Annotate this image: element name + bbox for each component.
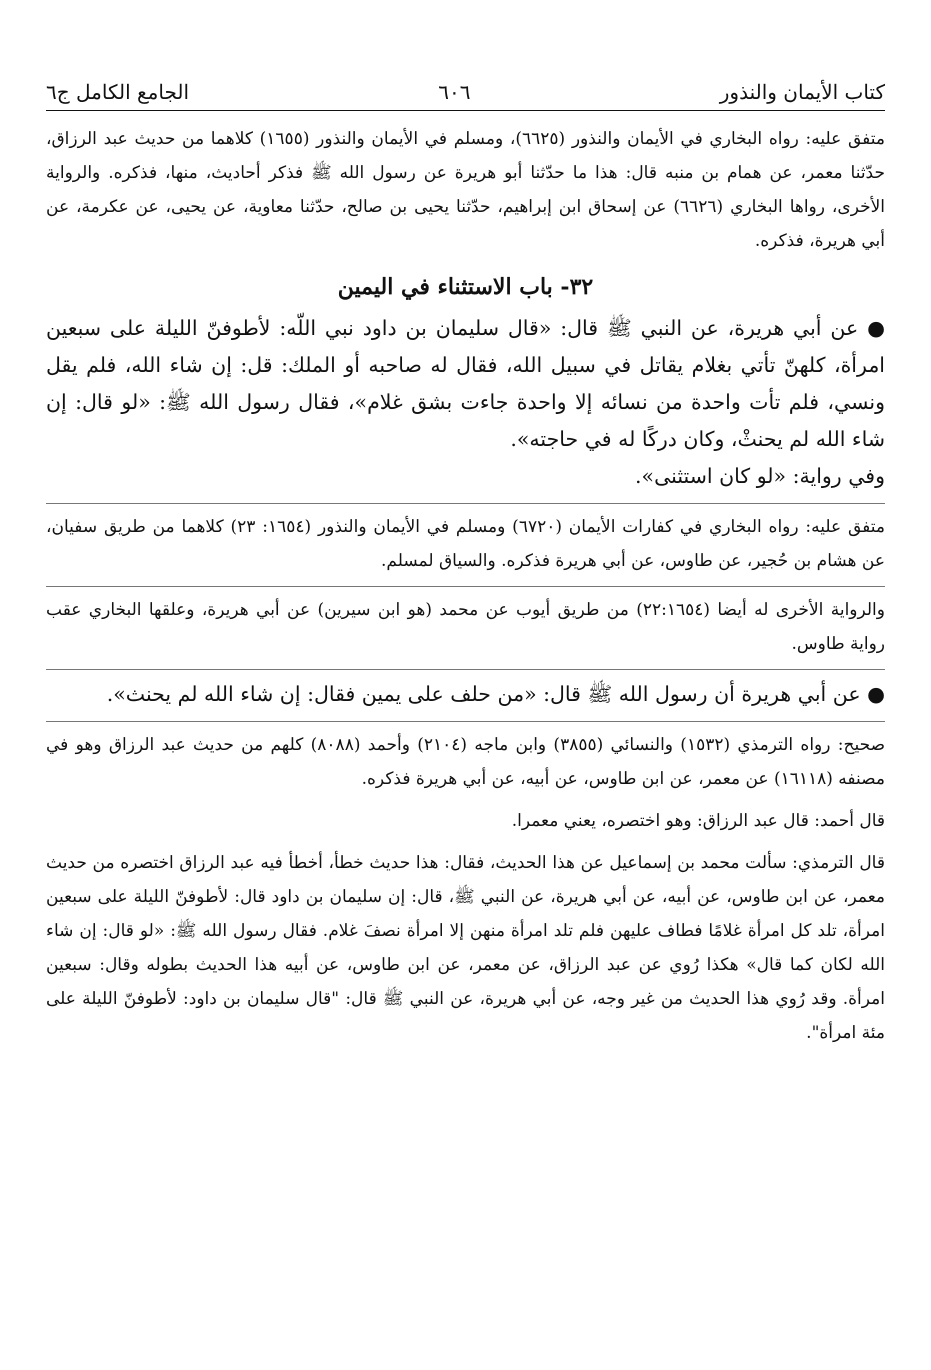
commentary-paragraph: متفق عليه: رواه البخاري في كفارات الأيمان (٦٧٢٠) ومسلم في الأيمان والنذور (١٦٥٤: ٢٣) كلاهما من طريق سفيان، عن هشام بن حُجير، عن طاوس، عن أبي هريرة فذكره. والسياق لمسلم. xyxy=(46,517,885,571)
separator-line xyxy=(46,721,885,722)
running-header xyxy=(46,62,885,111)
hadith-variant: وفي رواية: «لو كان استثنى». xyxy=(635,464,885,488)
header-volume-title: الجامع الكامل ج٦ xyxy=(46,80,190,104)
commentary-paragraph: صحيح: رواه الترمذي (١٥٣٢) والنسائي (٣٨٥٥) وابن ماجه (٢١٠٤) وأحمد (٨٠٨٨) كلهم من حديث عبد الرزاق وهو في مصنفه (١٦١١٨) عن معمر، عن ابن طاوس، عن أبيه، عن أبي هريرة فذكره. xyxy=(46,735,886,789)
commentary-paragraph: والرواية الأخرى له أيضا (٢٢:١٦٥٤) من طريق أيوب عن محمد (هو ابن سيرين) عن أبي هريرة، وعلقها البخاري عقب رواية طاوس. xyxy=(46,600,885,654)
hadith-text: ● عن أبي هريرة أن رسول الله ﷺ قال: «من حلف على يمين فقال: إن شاء الله لم يحنث». xyxy=(106,682,885,706)
chapter-heading: ٣٢- باب الاستثناء في اليمين xyxy=(337,274,594,300)
hadith-text: ● عن أبي هريرة، عن النبي ﷺ قال: «قال سليمان بن داود نبي اللّه: لأطوفنّ الليلة على سبعين امرأة، كلهنّ تأتي بغلام يقاتل في سبيل الله، فقال له صاحبه أو الملك: قل: إن شاء الله، فلم يقل ونسي، فلم تأت واحدة من نسائه إلا واحدة جاءت بشق غلام»، فقال رسول الله ﷺ: «لو قال: إن شاء الله لم يحنثْ، وكان دركًا له في حاجته». xyxy=(46,316,885,451)
commentary-paragraph: قال الترمذي: سألت محمد بن إسماعيل عن هذا الحديث، فقال: هذا حديث خطأ، أخطأ فيه عبد الرزاق اختصره من حديث معمر، عن ابن طاوس، عن أبيه، عن أبي هريرة، عن النبي ﷺ، قال: إن سليمان بن داود قال: لأطوفنّ الليلة على سبعين امرأة، تلد كل امرأة غلامًا فطاف عليهن فلم تلد امرأة منهن إلا امرأة نصفَ غلام. فقال رسول الله ﷺ: «لو قال: إن شاء الله لكان كما قال» هكذا رُوي عن عبد الرزاق، عن معمر، عن ابن طاوس، عن أبيه هذا الحديث بطوله وقال: سبعين امرأة. وقد رُوي هذا الحديث من غير وجه، عن أبي هريرة، عن النبي ﷺ قال: "قال سليمان بن داود: لأطوفنّ الليلة على مئة امرأة". xyxy=(46,853,885,1043)
separator-line xyxy=(46,669,885,670)
header-book-title: كتاب الأيمان والنذور xyxy=(719,80,885,104)
page-number: ٦٠٦ xyxy=(438,80,471,104)
commentary-paragraph: قال أحمد: قال عبد الرزاق: وهو اختصره، يعني معمرا. xyxy=(511,811,885,831)
separator-line xyxy=(46,586,885,587)
page-body xyxy=(46,122,885,1340)
commentary-paragraph: متفق عليه: رواه البخاري في الأيمان والنذور (٦٦٢٥)، ومسلم في الأيمان والنذور (١٦٥٥) كلاهما من حديث عبد الرزاق، حدّثنا معمر، عن همام بن منبه قال: هذا ما حدّثنا أبو هريرة عن رسول الله ﷺ فذكر أحاديث، منها، فذكره. والرواية الأخرى، رواها البخاري (٦٦٢٦) عن إسحاق ابن إبراهيم، حدّثنا يحيى بن صالح، حدّثنا معاوية، عن يحيى، عن عكرمة، عن أبي هريرة، فذكره. xyxy=(46,129,886,251)
separator-line xyxy=(46,503,885,504)
